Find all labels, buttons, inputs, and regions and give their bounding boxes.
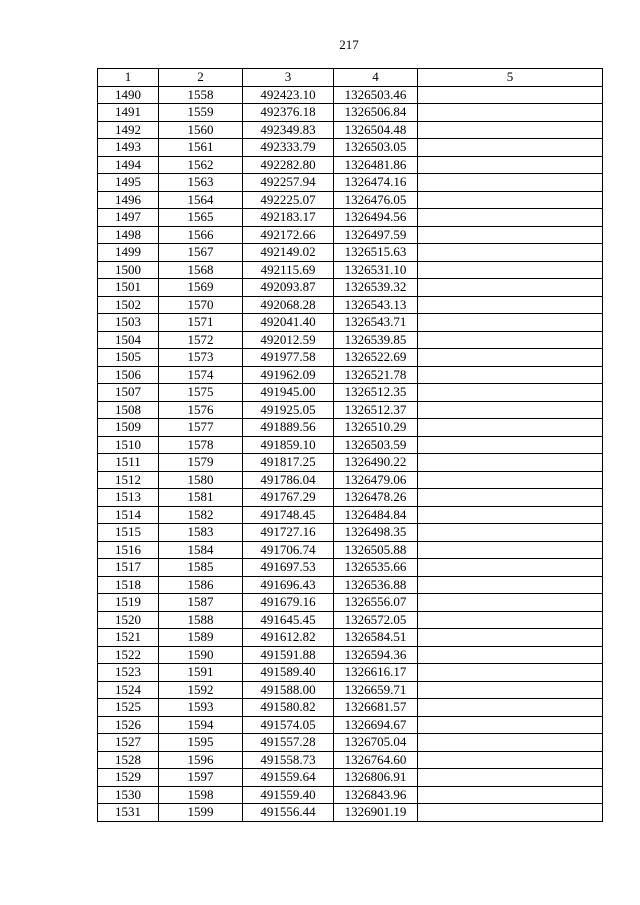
table-row	[98, 349, 603, 367]
table-cell: 491727.16	[243, 524, 334, 542]
table-cell: 1503	[98, 314, 159, 332]
table-cell	[418, 699, 603, 717]
table-cell: 1522	[98, 646, 159, 664]
table-cell: 1530	[98, 786, 159, 804]
table-cell: 1591	[159, 664, 243, 682]
table-row	[98, 716, 603, 734]
table-cell: 492068.28	[243, 296, 334, 314]
table-cell	[418, 524, 603, 542]
table-cell	[418, 471, 603, 489]
table-cell: 1326504.48	[334, 121, 418, 139]
table-cell: 1492	[98, 121, 159, 139]
table-cell: 491558.73	[243, 751, 334, 769]
table-cell: 492257.94	[243, 174, 334, 192]
table-cell: 491786.04	[243, 471, 334, 489]
table-cell	[418, 681, 603, 699]
table-cell: 1326594.36	[334, 646, 418, 664]
table-cell: 1326572.05	[334, 611, 418, 629]
table-row	[98, 314, 603, 332]
table-cell: 1326515.63	[334, 244, 418, 262]
table-row	[98, 786, 603, 804]
table-cell: 491767.29	[243, 489, 334, 507]
table-row	[98, 559, 603, 577]
table-cell: 1592	[159, 681, 243, 699]
table-cell: 1326512.35	[334, 384, 418, 402]
table-cell: 492183.17	[243, 209, 334, 227]
table-cell: 1512	[98, 471, 159, 489]
table-cell: 1521	[98, 629, 159, 647]
table-cell: 1524	[98, 681, 159, 699]
table-cell	[418, 454, 603, 472]
table-row	[98, 191, 603, 209]
table-cell	[418, 401, 603, 419]
table-cell: 491859.10	[243, 436, 334, 454]
table-row	[98, 331, 603, 349]
table-row	[98, 401, 603, 419]
table-cell	[418, 576, 603, 594]
table-cell: 1567	[159, 244, 243, 262]
table-cell: 491591.88	[243, 646, 334, 664]
table-cell: 1594	[159, 716, 243, 734]
table-cell: 1326474.16	[334, 174, 418, 192]
table-cell: 1558	[159, 86, 243, 104]
table-row	[98, 681, 603, 699]
table-cell: 1514	[98, 506, 159, 524]
table-cell: 491589.40	[243, 664, 334, 682]
table-cell: 1587	[159, 594, 243, 612]
table-cell: 1597	[159, 769, 243, 787]
table-cell	[418, 349, 603, 367]
table-cell: 491696.43	[243, 576, 334, 594]
table-cell	[418, 611, 603, 629]
table-cell: 1526	[98, 716, 159, 734]
table-cell: 1574	[159, 366, 243, 384]
table-cell: 1569	[159, 279, 243, 297]
table-cell: 1582	[159, 506, 243, 524]
table-cell: 1502	[98, 296, 159, 314]
table-row	[98, 226, 603, 244]
table-cell: 491748.45	[243, 506, 334, 524]
table-cell: 1326484.84	[334, 506, 418, 524]
table-cell	[418, 104, 603, 122]
table-row	[98, 751, 603, 769]
table-cell: 1559	[159, 104, 243, 122]
table-cell	[418, 174, 603, 192]
table-cell: 1326681.57	[334, 699, 418, 717]
table-cell: 1326531.10	[334, 261, 418, 279]
table-cell: 1326764.60	[334, 751, 418, 769]
table-cell: 1504	[98, 331, 159, 349]
table-cell: 1598	[159, 786, 243, 804]
table-cell: 1495	[98, 174, 159, 192]
table-row	[98, 279, 603, 297]
table-row	[98, 646, 603, 664]
column-header: 2	[159, 69, 243, 87]
table-cell: 1501	[98, 279, 159, 297]
table-cell	[418, 366, 603, 384]
table-cell: 1568	[159, 261, 243, 279]
table-cell: 1581	[159, 489, 243, 507]
table-cell: 1520	[98, 611, 159, 629]
table-row	[98, 699, 603, 717]
table-cell: 1510	[98, 436, 159, 454]
table-cell: 1326901.19	[334, 804, 418, 822]
table-cell	[418, 664, 603, 682]
table-cell: 491925.05	[243, 401, 334, 419]
table-cell	[418, 244, 603, 262]
table-cell	[418, 489, 603, 507]
table-row	[98, 209, 603, 227]
table-cell: 1326522.69	[334, 349, 418, 367]
table-cell: 1326843.96	[334, 786, 418, 804]
table-cell: 492012.59	[243, 331, 334, 349]
table-cell: 1583	[159, 524, 243, 542]
table-cell: 1326556.07	[334, 594, 418, 612]
table-cell: 1563	[159, 174, 243, 192]
table-cell: 1326539.85	[334, 331, 418, 349]
table-cell: 1586	[159, 576, 243, 594]
table-cell	[418, 314, 603, 332]
table-row	[98, 541, 603, 559]
table-row	[98, 454, 603, 472]
table-cell	[418, 559, 603, 577]
table-cell	[418, 419, 603, 437]
table-cell: 1494	[98, 156, 159, 174]
table-row	[98, 419, 603, 437]
table-cell: 1326806.91	[334, 769, 418, 787]
page-number: 217	[339, 37, 359, 52]
table-row	[98, 594, 603, 612]
table-cell: 492282.80	[243, 156, 334, 174]
table-cell: 1565	[159, 209, 243, 227]
table-cell: 1531	[98, 804, 159, 822]
table-cell: 1596	[159, 751, 243, 769]
table-cell: 1326497.59	[334, 226, 418, 244]
table-cell: 1493	[98, 139, 159, 157]
table-cell: 1571	[159, 314, 243, 332]
table-cell	[418, 156, 603, 174]
table-cell: 1518	[98, 576, 159, 594]
column-header: 3	[243, 69, 334, 87]
table-cell: 1513	[98, 489, 159, 507]
table-cell: 1326535.66	[334, 559, 418, 577]
table-cell: 1580	[159, 471, 243, 489]
table-cell: 1506	[98, 366, 159, 384]
table-row	[98, 576, 603, 594]
table-cell: 1326521.78	[334, 366, 418, 384]
table-row	[98, 664, 603, 682]
table-cell: 1326616.17	[334, 664, 418, 682]
table-cell: 1490	[98, 86, 159, 104]
table-cell: 491977.58	[243, 349, 334, 367]
table-cell: 1561	[159, 139, 243, 157]
table-cell: 1498	[98, 226, 159, 244]
table-cell: 1326481.86	[334, 156, 418, 174]
table-cell: 1585	[159, 559, 243, 577]
table-row	[98, 436, 603, 454]
table-cell: 1575	[159, 384, 243, 402]
table-cell	[418, 506, 603, 524]
table-cell: 491706.74	[243, 541, 334, 559]
table-cell: 1516	[98, 541, 159, 559]
table-cell: 492115.69	[243, 261, 334, 279]
table-cell: 1326490.22	[334, 454, 418, 472]
table-cell: 1326478.26	[334, 489, 418, 507]
table-cell: 1588	[159, 611, 243, 629]
table-cell	[418, 751, 603, 769]
table-cell	[418, 734, 603, 752]
table-cell: 1326694.67	[334, 716, 418, 734]
table-cell: 492172.66	[243, 226, 334, 244]
table-cell: 1326498.35	[334, 524, 418, 542]
table-cell: 1326536.88	[334, 576, 418, 594]
table-cell	[418, 786, 603, 804]
table-row	[98, 769, 603, 787]
table-cell: 1527	[98, 734, 159, 752]
table-cell: 1326506.84	[334, 104, 418, 122]
table-row	[98, 86, 603, 104]
table-row	[98, 524, 603, 542]
table-cell: 492093.87	[243, 279, 334, 297]
table-cell: 491679.16	[243, 594, 334, 612]
table-cell	[418, 646, 603, 664]
table-cell	[418, 226, 603, 244]
table-cell	[418, 331, 603, 349]
table-row	[98, 156, 603, 174]
table-cell: 1593	[159, 699, 243, 717]
table-cell: 1326512.37	[334, 401, 418, 419]
table-cell: 1578	[159, 436, 243, 454]
table-cell	[418, 121, 603, 139]
table-cell	[418, 594, 603, 612]
table-cell: 491559.40	[243, 786, 334, 804]
table-cell: 1326503.46	[334, 86, 418, 104]
table-row	[98, 384, 603, 402]
table-cell: 492376.18	[243, 104, 334, 122]
table-cell: 491889.56	[243, 419, 334, 437]
table-cell: 1573	[159, 349, 243, 367]
table-cell: 491574.05	[243, 716, 334, 734]
table-row	[98, 174, 603, 192]
column-header: 4	[334, 69, 418, 87]
table-cell: 1326505.88	[334, 541, 418, 559]
table-cell: 1326705.04	[334, 734, 418, 752]
table-cell	[418, 436, 603, 454]
table-cell: 1326503.05	[334, 139, 418, 157]
table-row	[98, 489, 603, 507]
table-row	[98, 121, 603, 139]
table-cell: 1499	[98, 244, 159, 262]
table-cell: 491556.44	[243, 804, 334, 822]
table-row	[98, 804, 603, 822]
table-row	[98, 261, 603, 279]
table-cell: 1496	[98, 191, 159, 209]
table-cell: 1491	[98, 104, 159, 122]
table-cell: 492423.10	[243, 86, 334, 104]
table-cell	[418, 769, 603, 787]
table-cell	[418, 384, 603, 402]
table-cell: 1505	[98, 349, 159, 367]
table-cell: 491559.64	[243, 769, 334, 787]
table-cell: 1507	[98, 384, 159, 402]
table-row	[98, 139, 603, 157]
table-cell: 1523	[98, 664, 159, 682]
table-cell	[418, 541, 603, 559]
table-row	[98, 296, 603, 314]
table-cell	[418, 716, 603, 734]
coordinates-table	[97, 68, 603, 822]
table-header-row	[98, 69, 603, 87]
table-cell: 491588.00	[243, 681, 334, 699]
table-row	[98, 244, 603, 262]
table-cell: 1509	[98, 419, 159, 437]
table-cell: 1566	[159, 226, 243, 244]
table-cell	[418, 86, 603, 104]
table-cell	[418, 629, 603, 647]
table-cell	[418, 139, 603, 157]
table-cell: 1517	[98, 559, 159, 577]
table-row	[98, 629, 603, 647]
table-cell: 1326539.32	[334, 279, 418, 297]
table-cell: 492333.79	[243, 139, 334, 157]
table-cell: 492225.07	[243, 191, 334, 209]
table-body	[98, 86, 603, 821]
table-cell: 1326659.71	[334, 681, 418, 699]
table-cell: 1584	[159, 541, 243, 559]
table-cell: 1599	[159, 804, 243, 822]
column-header: 5	[418, 69, 603, 87]
table-cell: 1525	[98, 699, 159, 717]
table-cell: 491817.25	[243, 454, 334, 472]
table-cell: 492149.02	[243, 244, 334, 262]
table-cell: 1572	[159, 331, 243, 349]
table-cell: 491557.28	[243, 734, 334, 752]
column-header: 1	[98, 69, 159, 87]
table-cell: 1576	[159, 401, 243, 419]
table-cell: 1570	[159, 296, 243, 314]
table-cell: 1595	[159, 734, 243, 752]
table-cell: 1564	[159, 191, 243, 209]
table-cell: 491645.45	[243, 611, 334, 629]
table-cell: 1326543.71	[334, 314, 418, 332]
table-cell: 492349.83	[243, 121, 334, 139]
table-cell: 491962.09	[243, 366, 334, 384]
table-row	[98, 734, 603, 752]
table-cell: 491612.82	[243, 629, 334, 647]
table-cell: 491697.53	[243, 559, 334, 577]
table-row	[98, 506, 603, 524]
table-cell: 1560	[159, 121, 243, 139]
table-cell: 1326584.51	[334, 629, 418, 647]
table-cell: 1511	[98, 454, 159, 472]
table-cell: 1326510.29	[334, 419, 418, 437]
table-row	[98, 471, 603, 489]
table-cell: 1528	[98, 751, 159, 769]
table-cell: 1508	[98, 401, 159, 419]
table-cell	[418, 804, 603, 822]
table-cell	[418, 191, 603, 209]
table-cell: 1515	[98, 524, 159, 542]
table-cell: 1326479.06	[334, 471, 418, 489]
table-cell: 491945.00	[243, 384, 334, 402]
table-cell: 1562	[159, 156, 243, 174]
table-row	[98, 611, 603, 629]
table-cell: 1326503.59	[334, 436, 418, 454]
table-cell: 1529	[98, 769, 159, 787]
table-cell: 1500	[98, 261, 159, 279]
table-cell: 492041.40	[243, 314, 334, 332]
table-cell: 1589	[159, 629, 243, 647]
table-row	[98, 366, 603, 384]
table-cell: 1326494.56	[334, 209, 418, 227]
table-cell: 1577	[159, 419, 243, 437]
table-cell	[418, 209, 603, 227]
table-row	[98, 104, 603, 122]
table-cell: 1326543.13	[334, 296, 418, 314]
table-cell: 1326476.05	[334, 191, 418, 209]
table-cell: 1590	[159, 646, 243, 664]
table-cell: 1579	[159, 454, 243, 472]
table-cell	[418, 296, 603, 314]
table-cell	[418, 279, 603, 297]
table-cell: 491580.82	[243, 699, 334, 717]
table-cell: 1519	[98, 594, 159, 612]
table-cell	[418, 261, 603, 279]
table-cell: 1497	[98, 209, 159, 227]
